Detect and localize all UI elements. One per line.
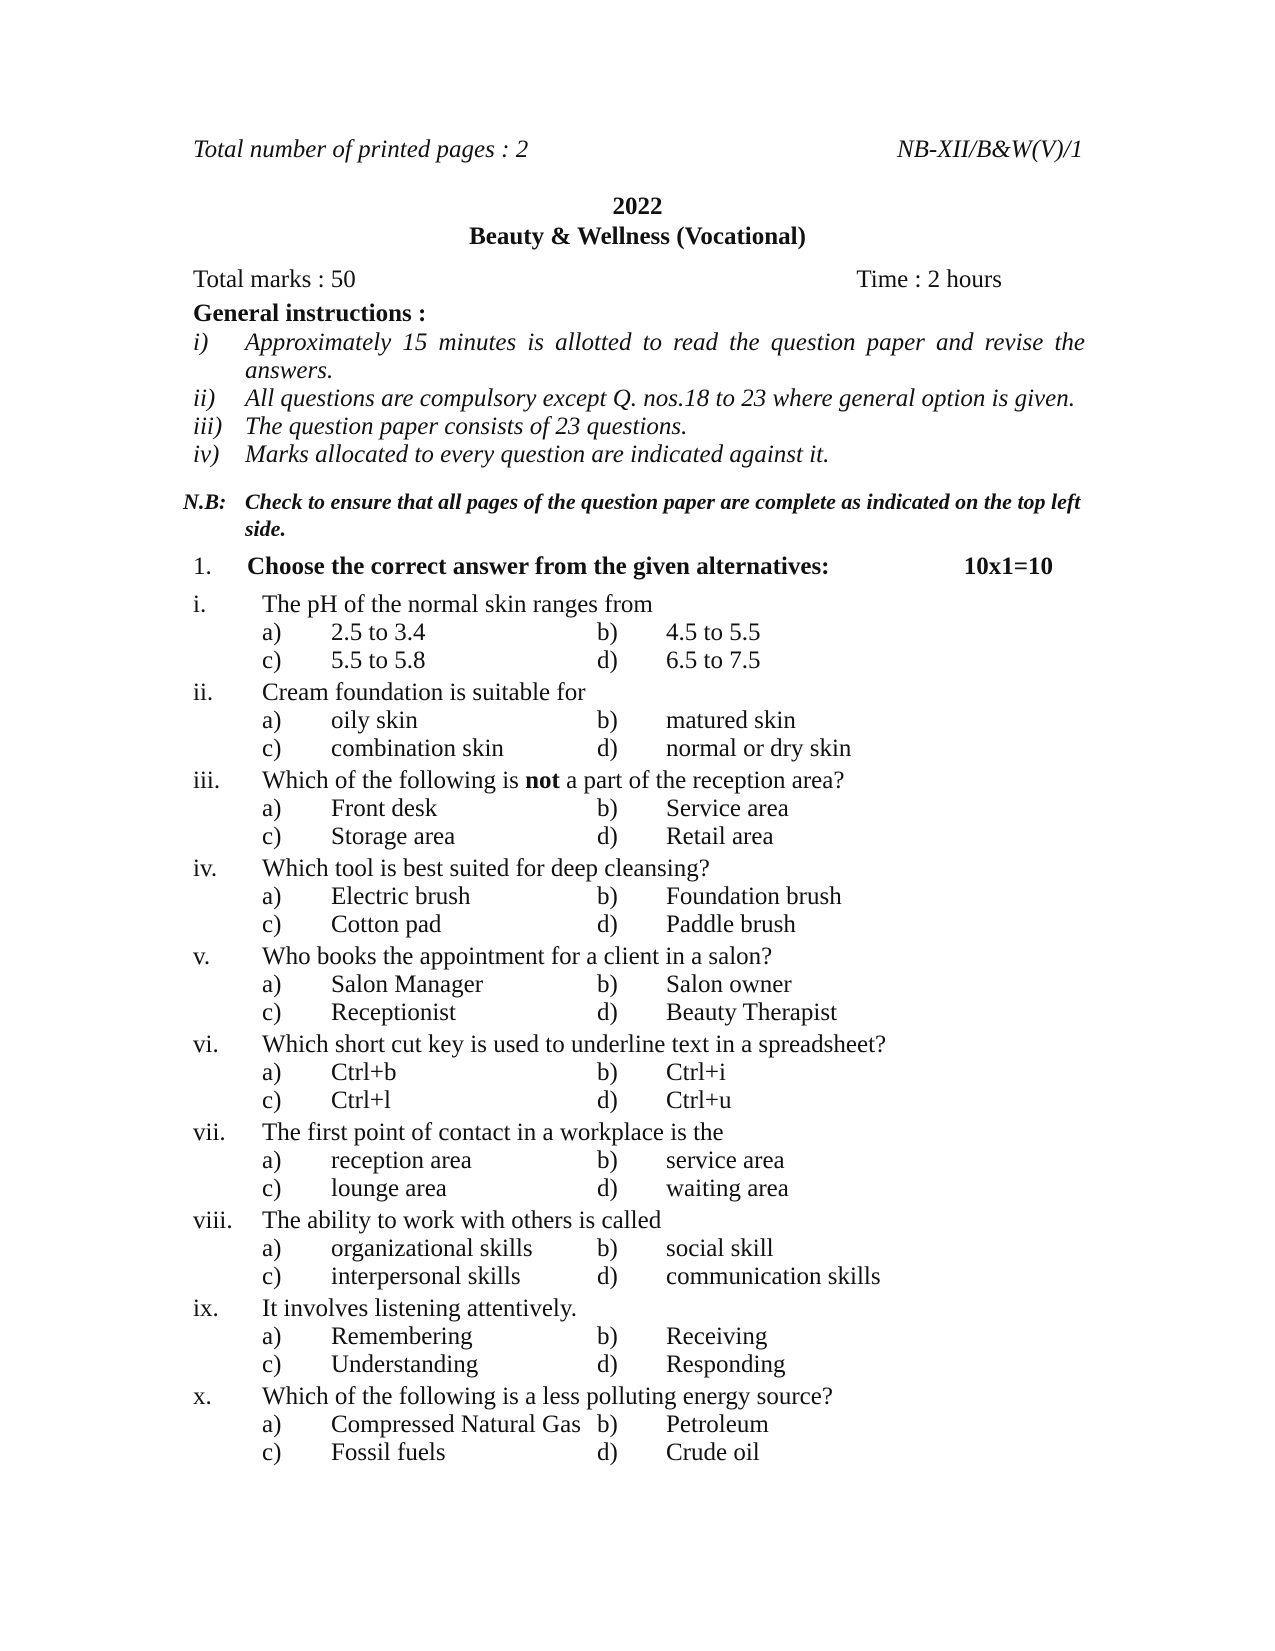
option-text: Front desk xyxy=(331,795,438,822)
option-text: Service area xyxy=(666,795,789,822)
instruction-item xyxy=(193,385,1085,413)
mcq-options xyxy=(193,971,1093,1027)
option-indent xyxy=(193,1235,262,1263)
option-text: Salon owner xyxy=(666,971,792,998)
mcq-question-text xyxy=(262,766,844,795)
option-indent xyxy=(193,707,262,735)
option-text: 6.5 to 7.5 xyxy=(666,647,761,674)
instruction-number: ii) xyxy=(193,385,216,412)
option-text: 4.5 to 5.5 xyxy=(666,619,761,646)
instruction-text: Approximately 15 minutes is allotted to read the question paper and revise the answers. xyxy=(245,329,1085,384)
option-letter: b) xyxy=(597,619,618,646)
instruction-number: i) xyxy=(193,329,209,356)
option-text: Paddle brush xyxy=(666,911,796,938)
mcq-question-part: Who books the appointment for a client in a salon? xyxy=(262,943,773,970)
option-letter: a) xyxy=(262,971,282,998)
mcq-question-part: a part of the reception area? xyxy=(559,767,845,794)
instruction-item xyxy=(193,413,1085,441)
mcq-item xyxy=(193,1294,1093,1379)
option-indent xyxy=(193,1351,262,1379)
mcq-stem xyxy=(193,942,1093,971)
mcq-question-text xyxy=(262,942,772,971)
instruction-number: iv) xyxy=(193,441,220,468)
question-1-heading xyxy=(193,553,1053,581)
option-indent xyxy=(193,971,262,999)
option-text: Retail area xyxy=(666,823,774,850)
mcq-number: viii. xyxy=(193,1207,233,1234)
option-text: communication skills xyxy=(666,1263,881,1290)
mcq-item xyxy=(193,1206,1093,1291)
instruction-text: All questions are compulsory except Q. nos.18 to 23 where general option is given. xyxy=(245,385,1075,412)
mcq-number: vii. xyxy=(193,1119,226,1146)
option-text: matured skin xyxy=(666,707,796,734)
mcq-item xyxy=(193,854,1093,939)
mcq-stem xyxy=(193,678,1093,707)
option-text: 5.5 to 5.8 xyxy=(331,647,426,674)
option-letter: c) xyxy=(262,647,282,674)
mcq-question-part: The ability to work with others is called xyxy=(262,1207,662,1234)
mcq-question-text xyxy=(262,678,586,707)
option-letter: b) xyxy=(597,1411,618,1438)
option-text: Ctrl+i xyxy=(666,1059,726,1086)
option-letter: d) xyxy=(597,1087,618,1114)
instruction-item xyxy=(193,441,1085,469)
option-letter: a) xyxy=(262,1059,282,1086)
option-text: Crude oil xyxy=(666,1439,760,1466)
printed-pages-note: Total number of printed pages : 2 xyxy=(193,136,529,163)
option-text: Compressed Natural Gas xyxy=(331,1411,581,1438)
mcq-question-part: The pH of the normal skin ranges from xyxy=(262,591,653,618)
paper-code: NB-XII/B&W(V)/1 xyxy=(896,136,1083,163)
mcq-number: ix. xyxy=(193,1295,219,1322)
option-letter: a) xyxy=(262,619,282,646)
option-letter: a) xyxy=(262,795,282,822)
option-text: oily skin xyxy=(331,707,418,734)
mcq-stem xyxy=(193,1206,1093,1235)
option-letter: d) xyxy=(597,1175,618,1202)
instructions-heading: General instructions : xyxy=(193,300,427,327)
instruction-item xyxy=(193,329,1085,385)
option-letter: d) xyxy=(597,735,618,762)
question-marks: 10x1=10 xyxy=(963,553,1053,580)
option-letter: a) xyxy=(262,1147,282,1174)
option-indent xyxy=(193,1147,262,1175)
option-indent xyxy=(193,1087,262,1115)
option-letter: c) xyxy=(262,1175,282,1202)
mcq-item xyxy=(193,1030,1093,1115)
option-indent xyxy=(193,823,262,851)
option-indent xyxy=(193,1439,262,1467)
question-stem: Choose the correct answer from the given alternatives: xyxy=(247,553,830,580)
instruction-text: Marks allocated to every question are indicated against it. xyxy=(245,441,830,468)
mcq-number: v. xyxy=(193,943,211,970)
option-letter: d) xyxy=(597,1439,618,1466)
option-text: Ctrl+u xyxy=(666,1087,732,1114)
option-letter: b) xyxy=(597,707,618,734)
option-text: organizational skills xyxy=(331,1235,533,1262)
option-letter: b) xyxy=(597,883,618,910)
subject-title: Beauty & Wellness (Vocational) xyxy=(469,223,806,250)
option-letter: d) xyxy=(597,823,618,850)
option-indent xyxy=(193,911,262,939)
option-letter: b) xyxy=(597,795,618,822)
mcq-question-part: Which of the following is xyxy=(262,767,526,794)
option-text: Understanding xyxy=(331,1351,479,1378)
option-letter: a) xyxy=(262,1411,282,1438)
option-indent xyxy=(193,1411,262,1439)
option-letter: a) xyxy=(262,1323,282,1350)
nb-label: N.B: xyxy=(183,489,227,514)
mcq-question-part: Which of the following is a less polluting energy source? xyxy=(262,1383,833,1410)
option-letter: a) xyxy=(262,1235,282,1262)
option-letter: a) xyxy=(262,883,282,910)
option-letter: c) xyxy=(262,1439,282,1466)
mcq-question-text xyxy=(262,1206,661,1235)
mcq-options xyxy=(193,1059,1093,1115)
mcq-question-emphasis: not xyxy=(525,767,560,794)
mcq-question-part: Cream foundation is suitable for xyxy=(262,679,586,706)
option-letter: c) xyxy=(262,1263,282,1290)
instruction-number: iii) xyxy=(193,413,223,440)
mcq-number: iv. xyxy=(193,855,218,882)
option-letter: b) xyxy=(597,971,618,998)
option-letter: d) xyxy=(597,1351,618,1378)
mcq-options xyxy=(193,1235,1093,1291)
mcq-item xyxy=(193,1118,1093,1203)
mcq-question-text xyxy=(262,590,653,619)
mcq-options xyxy=(193,1147,1093,1203)
option-text: interpersonal skills xyxy=(331,1263,521,1290)
option-indent xyxy=(193,735,262,763)
mcq-stem xyxy=(193,854,1093,883)
option-text: Remembering xyxy=(331,1323,473,1350)
mcq-options xyxy=(193,707,1093,763)
option-text: 2.5 to 3.4 xyxy=(331,619,426,646)
option-letter: b) xyxy=(597,1147,618,1174)
option-text: Responding xyxy=(666,1351,786,1378)
question-number: 1. xyxy=(193,553,212,580)
nb-note xyxy=(183,488,1095,542)
mcq-number: i. xyxy=(193,591,207,618)
mcq-stem xyxy=(193,590,1093,619)
mcq-item xyxy=(193,942,1093,1027)
mcq-item xyxy=(193,590,1093,675)
mcq-number: iii. xyxy=(193,767,221,794)
option-indent xyxy=(193,1175,262,1203)
option-text: social skill xyxy=(666,1235,774,1262)
mcq-options xyxy=(193,883,1093,939)
option-text: Fossil fuels xyxy=(331,1439,446,1466)
mcq-question-text xyxy=(262,854,710,883)
option-text: Receiving xyxy=(666,1323,768,1350)
mcq-stem xyxy=(193,1030,1093,1059)
option-indent xyxy=(193,1263,262,1291)
mcq-number: x. xyxy=(193,1383,212,1410)
option-letter: d) xyxy=(597,999,618,1026)
option-text: Beauty Therapist xyxy=(666,999,838,1026)
mcq-stem xyxy=(193,1294,1093,1323)
mcq-item xyxy=(193,766,1093,851)
option-indent xyxy=(193,999,262,1027)
option-text: Ctrl+l xyxy=(331,1087,391,1114)
mcq-options xyxy=(193,1411,1093,1467)
mcq-stem xyxy=(193,766,1093,795)
exam-year: 2022 xyxy=(612,193,663,220)
mcq-question-text xyxy=(262,1294,577,1323)
option-letter: c) xyxy=(262,911,282,938)
option-text: Electric brush xyxy=(331,883,471,910)
option-text: waiting area xyxy=(666,1175,789,1202)
option-letter: b) xyxy=(597,1059,618,1086)
option-letter: c) xyxy=(262,735,282,762)
mcq-options xyxy=(193,1323,1093,1379)
option-letter: c) xyxy=(262,1351,282,1378)
mcq-question-text xyxy=(262,1382,833,1411)
instruction-text: The question paper consists of 23 questions. xyxy=(245,413,688,440)
mcq-item xyxy=(193,1382,1093,1467)
mcq-stem xyxy=(193,1118,1093,1147)
option-letter: b) xyxy=(597,1235,618,1262)
option-text: service area xyxy=(666,1147,785,1174)
option-text: Foundation brush xyxy=(666,883,842,910)
option-letter: c) xyxy=(262,823,282,850)
mcq-list xyxy=(193,590,1093,1470)
option-indent xyxy=(193,1059,262,1087)
mcq-question-text xyxy=(262,1030,886,1059)
option-text: lounge area xyxy=(331,1175,447,1202)
option-indent xyxy=(193,647,262,675)
option-letter: d) xyxy=(597,1263,618,1290)
option-text: Petroleum xyxy=(666,1411,769,1438)
option-letter: b) xyxy=(597,1323,618,1350)
option-text: combination skin xyxy=(331,735,504,762)
mcq-question-text xyxy=(262,1118,724,1147)
mcq-item xyxy=(193,678,1093,763)
option-indent xyxy=(193,1323,262,1351)
option-text: Cotton pad xyxy=(331,911,442,938)
mcq-stem xyxy=(193,1382,1093,1411)
instructions-list xyxy=(193,329,1085,469)
option-indent xyxy=(193,619,262,647)
mcq-number: vi. xyxy=(193,1031,219,1058)
option-indent xyxy=(193,883,262,911)
mcq-question-part: Which short cut key is used to underline text in a spreadsheet? xyxy=(262,1031,887,1058)
mcq-options xyxy=(193,619,1093,675)
mcq-options xyxy=(193,795,1093,851)
option-letter: d) xyxy=(597,647,618,674)
option-text: normal or dry skin xyxy=(666,735,852,762)
option-text: Salon Manager xyxy=(331,971,484,998)
mcq-number: ii. xyxy=(193,679,214,706)
option-text: Receptionist xyxy=(331,999,456,1026)
option-text: Storage area xyxy=(331,823,456,850)
mcq-question-part: Which tool is best suited for deep cleansing? xyxy=(262,855,710,882)
option-indent xyxy=(193,795,262,823)
option-letter: d) xyxy=(597,911,618,938)
total-marks: Total marks : 50 xyxy=(193,266,356,293)
option-letter: c) xyxy=(262,999,282,1026)
time-allowed: Time : 2 hours xyxy=(856,266,1002,293)
option-letter: a) xyxy=(262,707,282,734)
mcq-question-part: The first point of contact in a workplace is the xyxy=(262,1119,724,1146)
nb-text: Check to ensure that all pages of the question paper are complete as indicated on the top left side. xyxy=(245,489,1081,541)
option-letter: c) xyxy=(262,1087,282,1114)
mcq-question-part: It involves listening attentively. xyxy=(262,1295,577,1322)
option-text: Ctrl+b xyxy=(331,1059,397,1086)
option-text: reception area xyxy=(331,1147,472,1174)
